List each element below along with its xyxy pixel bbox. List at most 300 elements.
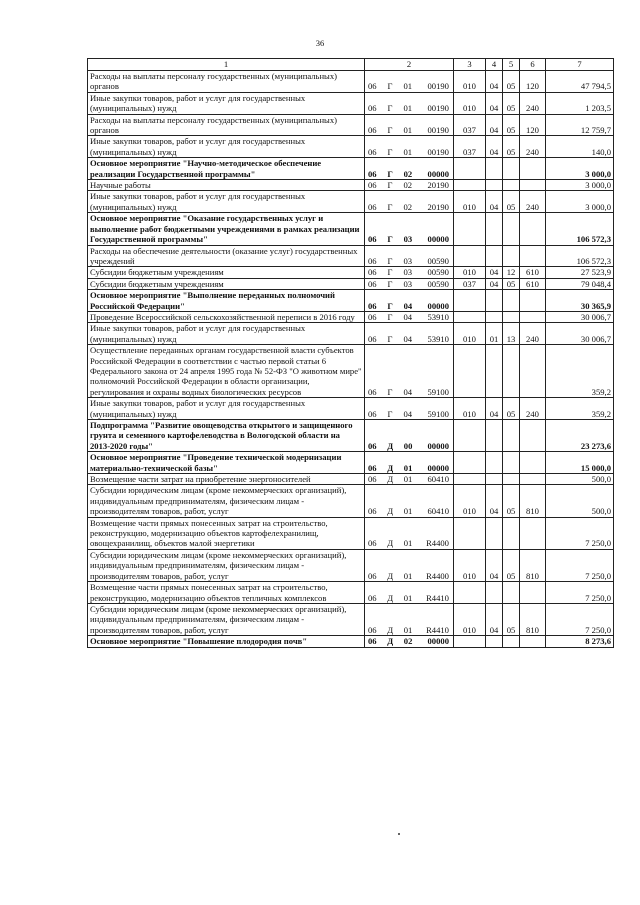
row-ministry-code (454, 582, 486, 604)
row-program-code (365, 420, 454, 452)
row-ministry-code (454, 158, 486, 180)
column-header-row (88, 59, 614, 71)
row-name: Расходы на обеспечение деятельности (оказание услуг) государственных учреждений (88, 245, 365, 267)
row-name: Возмещение части затрат на приобретение энергоносителей (88, 474, 365, 485)
row-subsection-code: 05 (503, 549, 520, 581)
code-part: 06 (368, 311, 377, 322)
row-expense-type-code: 810 (520, 603, 546, 635)
table-row (88, 114, 614, 136)
code-part: 06 (368, 81, 377, 92)
row-amount: 500,0 (546, 474, 614, 485)
page-number: 36 (315, 38, 325, 48)
row-subsection-code: 05 (503, 136, 520, 158)
code-part: 06 (368, 103, 377, 114)
row-expense-type-code: 610 (520, 278, 546, 289)
row-program-code (365, 158, 454, 180)
row-program-code (365, 323, 454, 345)
row-ministry-code: 010 (454, 549, 486, 581)
row-section-code: 04 (486, 114, 503, 136)
code-part: Д (387, 636, 394, 647)
row-expense-type-code (520, 452, 546, 474)
row-program-code (365, 267, 454, 278)
code-part: 00 (403, 440, 413, 451)
row-amount: 12 759,7 (546, 114, 614, 136)
table-row (88, 267, 614, 278)
row-amount: 359,2 (546, 398, 614, 420)
code-part: 00590 (427, 267, 449, 278)
code-part: 04 (403, 333, 413, 344)
row-subsection-code: 05 (503, 398, 520, 420)
row-subsection-code (503, 158, 520, 180)
row-section-code: 04 (486, 549, 503, 581)
row-amount: 106 572,3 (546, 245, 614, 267)
code-part: Г (387, 201, 393, 212)
row-amount: 30 006,7 (546, 323, 614, 345)
column-header: 2 (365, 59, 454, 71)
code-part: 01 (403, 538, 413, 549)
row-name: Иные закупки товаров, работ и услуг для государственных (муниципальных) нужд (88, 323, 365, 345)
budget-table (87, 58, 614, 648)
row-amount: 140,0 (546, 136, 614, 158)
row-section-code (486, 345, 503, 398)
code-part: 01 (403, 570, 413, 581)
row-program-code (365, 345, 454, 398)
row-name: Субсидии бюджетным учреждениям (88, 267, 365, 278)
row-section-code (486, 420, 503, 452)
row-subsection-code: 05 (503, 92, 520, 114)
row-program-code (365, 549, 454, 581)
row-subsection-code: 05 (503, 603, 520, 635)
row-ministry-code: 037 (454, 114, 486, 136)
row-program-code (365, 92, 454, 114)
code-part: 00000 (427, 440, 449, 451)
column-header: 1 (88, 59, 365, 71)
row-section-code: 04 (486, 603, 503, 635)
code-part: 06 (368, 201, 377, 212)
row-amount: 7 250,0 (546, 549, 614, 581)
row-program-code (365, 136, 454, 158)
code-part: 02 (403, 201, 413, 212)
row-section-code (486, 158, 503, 180)
row-amount: 7 250,0 (546, 582, 614, 604)
code-part: 06 (368, 506, 377, 517)
code-part: 04 (403, 311, 413, 322)
table-row (88, 158, 614, 180)
row-expense-type-code (520, 245, 546, 267)
code-part: 59100 (427, 386, 449, 397)
table-row (88, 278, 614, 289)
code-part: 00190 (427, 81, 449, 92)
row-name: Проведение Всероссийской сельскохозяйственной переписи в 2016 году (88, 311, 365, 322)
row-expense-type-code: 120 (520, 71, 546, 93)
row-ministry-code (454, 474, 486, 485)
row-subsection-code: 05 (503, 114, 520, 136)
code-part: 06 (368, 146, 377, 157)
row-section-code: 04 (486, 136, 503, 158)
column-header: 5 (503, 59, 520, 71)
code-part: 06 (368, 462, 377, 473)
code-part: 06 (368, 474, 377, 485)
row-section-code: 04 (486, 267, 503, 278)
row-expense-type-code (520, 311, 546, 322)
column-header: 3 (454, 59, 486, 71)
table-row (88, 213, 614, 245)
row-ministry-code: 037 (454, 278, 486, 289)
code-part: Г (387, 180, 393, 191)
code-part: 01 (403, 462, 413, 473)
table-row (88, 71, 614, 93)
code-part: 00190 (427, 125, 449, 136)
row-section-code: 04 (486, 398, 503, 420)
row-ministry-code: 010 (454, 191, 486, 213)
row-program-code (365, 603, 454, 635)
row-expense-type-code (520, 213, 546, 245)
row-name: Научные работы (88, 180, 365, 191)
row-name: Субсидии юридическим лицам (кроме некоммерческих организаций), индивидуальным предпринимателям, физическим лицам - производителям товаров, работ, услуг (88, 603, 365, 635)
row-expense-type-code (520, 180, 546, 191)
row-section-code (486, 582, 503, 604)
row-expense-type-code: 240 (520, 323, 546, 345)
code-part: 06 (368, 168, 377, 179)
row-expense-type-code: 240 (520, 191, 546, 213)
table-row (88, 290, 614, 312)
row-section-code (486, 180, 503, 191)
table-row (88, 603, 614, 635)
row-amount: 27 523,9 (546, 267, 614, 278)
code-part: 02 (403, 636, 413, 647)
column-header: 6 (520, 59, 546, 71)
row-amount: 30 365,9 (546, 290, 614, 312)
row-subsection-code (503, 345, 520, 398)
row-ministry-code: 010 (454, 323, 486, 345)
row-expense-type-code: 240 (520, 398, 546, 420)
code-part: 53910 (427, 311, 449, 322)
code-part: 01 (403, 146, 413, 157)
table-row (88, 452, 614, 474)
row-expense-type-code (520, 636, 546, 647)
code-part: 02 (403, 180, 413, 191)
row-expense-type-code: 240 (520, 92, 546, 114)
row-program-code (365, 191, 454, 213)
row-name: Расходы на выплаты персоналу государственных (муниципальных) органов (88, 71, 365, 93)
row-amount: 15 000,0 (546, 452, 614, 474)
table-row (88, 345, 614, 398)
row-name: Субсидии юридическим лицам (кроме некоммерческих организаций), индивидуальным предпринимателям, физическим лицам - производителям товаров, работ, услуг (88, 485, 365, 517)
code-part: 00190 (427, 146, 449, 157)
table-row (88, 420, 614, 452)
table-row (88, 636, 614, 647)
row-ministry-code (454, 636, 486, 647)
row-expense-type-code (520, 474, 546, 485)
code-part: R4400 (426, 538, 449, 549)
row-section-code (486, 517, 503, 549)
row-name: Иные закупки товаров, работ и услуг для государственных (муниципальных) нужд (88, 191, 365, 213)
table-row (88, 549, 614, 581)
row-amount: 79 048,4 (546, 278, 614, 289)
row-section-code: 04 (486, 92, 503, 114)
code-part: 59100 (427, 408, 449, 419)
code-part: 01 (403, 103, 413, 114)
table-row (88, 180, 614, 191)
code-part: 00000 (427, 168, 449, 179)
column-header: 4 (486, 59, 503, 71)
code-part: Г (387, 267, 393, 278)
row-ministry-code: 010 (454, 398, 486, 420)
row-amount: 7 250,0 (546, 517, 614, 549)
row-ministry-code: 010 (454, 71, 486, 93)
code-part: 00000 (427, 636, 449, 647)
row-amount: 106 572,3 (546, 213, 614, 245)
row-subsection-code (503, 180, 520, 191)
code-part: 60410 (427, 506, 449, 517)
code-part: 01 (403, 624, 413, 635)
table-row (88, 245, 614, 267)
code-part: 20190 (427, 180, 449, 191)
code-part: 06 (368, 180, 377, 191)
code-part: Г (387, 386, 393, 397)
row-ministry-code (454, 213, 486, 245)
code-part: 06 (368, 538, 377, 549)
row-ministry-code: 010 (454, 267, 486, 278)
row-section-code (486, 311, 503, 322)
code-part: Г (387, 81, 393, 92)
code-part: Г (387, 300, 393, 311)
row-ministry-code (454, 517, 486, 549)
row-ministry-code: 037 (454, 136, 486, 158)
code-part: R4410 (426, 592, 449, 603)
code-part: Г (387, 125, 393, 136)
code-part: 01 (403, 506, 413, 517)
row-expense-type-code (520, 158, 546, 180)
code-part: 00590 (427, 255, 449, 266)
code-part: Д (387, 624, 394, 635)
code-part: 06 (368, 408, 377, 419)
row-subsection-code (503, 420, 520, 452)
code-part: 06 (368, 333, 377, 344)
code-part: Г (387, 278, 393, 289)
code-part: 01 (403, 474, 413, 485)
row-name: Расходы на выплаты персоналу государственных (муниципальных) органов (88, 114, 365, 136)
code-part: 06 (368, 440, 377, 451)
code-part: 60410 (427, 474, 449, 485)
row-subsection-code (503, 290, 520, 312)
code-part: Д (387, 474, 394, 485)
table-row (88, 485, 614, 517)
row-name: Иные закупки товаров, работ и услуг для государственных (муниципальных) нужд (88, 398, 365, 420)
row-expense-type-code: 240 (520, 136, 546, 158)
row-amount: 1 203,5 (546, 92, 614, 114)
row-subsection-code (503, 517, 520, 549)
row-amount: 3 000,0 (546, 158, 614, 180)
code-part: Г (387, 311, 393, 322)
row-subsection-code (503, 452, 520, 474)
code-part: Д (387, 570, 394, 581)
code-part: 06 (368, 125, 377, 136)
code-part: 01 (403, 81, 413, 92)
row-expense-type-code: 810 (520, 485, 546, 517)
row-program-code (365, 452, 454, 474)
code-part: 00000 (427, 300, 449, 311)
row-section-code (486, 636, 503, 647)
row-subsection-code: 13 (503, 323, 520, 345)
row-ministry-code (454, 345, 486, 398)
table-row (88, 582, 614, 604)
row-name: Подпрограмма "Развитие овощеводства открытого и защищенного грунта и семенного картофелеводства в Вологодской области на 2013-2020 годы" (88, 420, 365, 452)
row-name: Субсидии юридическим лицам (кроме некоммерческих организаций), индивидуальным предпринимателям, физическим лицам - производителям товаров, работ, услуг (88, 549, 365, 581)
row-ministry-code (454, 420, 486, 452)
code-part: 00190 (427, 103, 449, 114)
column-header: 7 (546, 59, 614, 71)
row-amount: 23 273,6 (546, 420, 614, 452)
code-part: Г (387, 408, 393, 419)
code-part: Г (387, 234, 393, 245)
code-part: Д (387, 462, 394, 473)
row-expense-type-code (520, 420, 546, 452)
row-ministry-code (454, 180, 486, 191)
code-part: 06 (368, 636, 377, 647)
row-program-code (365, 278, 454, 289)
code-part: 06 (368, 278, 377, 289)
row-expense-type-code (520, 517, 546, 549)
row-section-code: 04 (486, 485, 503, 517)
row-program-code (365, 485, 454, 517)
code-part: 00590 (427, 278, 449, 289)
table-row (88, 517, 614, 549)
row-ministry-code (454, 452, 486, 474)
code-part: 01 (403, 592, 413, 603)
row-amount: 3 000,0 (546, 191, 614, 213)
table-row (88, 323, 614, 345)
row-program-code (365, 636, 454, 647)
row-subsection-code (503, 213, 520, 245)
row-subsection-code (503, 474, 520, 485)
row-section-code (486, 245, 503, 267)
table-row (88, 398, 614, 420)
row-section-code: 01 (486, 323, 503, 345)
code-part: 06 (368, 267, 377, 278)
row-program-code (365, 213, 454, 245)
row-name: Иные закупки товаров, работ и услуг для государственных (муниципальных) нужд (88, 92, 365, 114)
code-part: 06 (368, 300, 377, 311)
row-ministry-code: 010 (454, 603, 486, 635)
code-part: 53910 (427, 333, 449, 344)
row-amount: 7 250,0 (546, 603, 614, 635)
row-program-code (365, 245, 454, 267)
code-part: 06 (368, 624, 377, 635)
row-ministry-code (454, 311, 486, 322)
code-part: Д (387, 506, 394, 517)
code-part: 03 (403, 234, 413, 245)
code-part: 03 (403, 267, 413, 278)
row-ministry-code: 010 (454, 92, 486, 114)
row-section-code (486, 474, 503, 485)
code-part: Д (387, 538, 394, 549)
table-row (88, 136, 614, 158)
row-name: Основное мероприятие "Выполнение переданных полномочий Российской Федерации" (88, 290, 365, 312)
row-section-code: 04 (486, 71, 503, 93)
row-ministry-code (454, 245, 486, 267)
code-part: 03 (403, 255, 413, 266)
row-section-code (486, 213, 503, 245)
row-subsection-code (503, 582, 520, 604)
code-part: 00000 (427, 462, 449, 473)
code-part: 06 (368, 255, 377, 266)
row-program-code (365, 114, 454, 136)
row-name: Возмещение части прямых понесенных затрат на строительство, реконструкцию, модернизацию объектов картофелехранилищ, овощехранилищ, объектов малой энергетики (88, 517, 365, 549)
table-row (88, 191, 614, 213)
row-expense-type-code: 810 (520, 549, 546, 581)
row-program-code (365, 474, 454, 485)
row-amount: 8 273,6 (546, 636, 614, 647)
row-program-code (365, 582, 454, 604)
row-name: Осуществление переданных органам государственной власти субъектов Российской Федерации в соответствии с частью первой статьи 6 Федерального закона от 24 апреля 1995 года № 52-ФЗ "О животном мире" полномочий Российской Федерации в области организации, регулирования и охраны водных биологических ресурсов (88, 345, 365, 398)
row-program-code (365, 398, 454, 420)
code-part: 04 (403, 408, 413, 419)
code-part: 04 (403, 386, 413, 397)
row-program-code (365, 311, 454, 322)
code-part: Г (387, 146, 393, 157)
code-part: 04 (403, 300, 413, 311)
code-part: 06 (368, 592, 377, 603)
row-subsection-code (503, 311, 520, 322)
code-part: R4410 (426, 624, 449, 635)
code-part: Г (387, 103, 393, 114)
row-expense-type-code (520, 290, 546, 312)
code-part: 06 (368, 234, 377, 245)
code-part: Д (387, 440, 394, 451)
code-part: Г (387, 168, 393, 179)
row-expense-type-code: 120 (520, 114, 546, 136)
code-part: 00000 (427, 234, 449, 245)
code-part: 03 (403, 278, 413, 289)
row-section-code (486, 290, 503, 312)
row-ministry-code: 010 (454, 485, 486, 517)
row-program-code (365, 290, 454, 312)
code-part: Г (387, 255, 393, 266)
row-amount: 30 006,7 (546, 311, 614, 322)
code-part: Д (387, 592, 394, 603)
row-amount: 47 794,5 (546, 71, 614, 93)
code-part: 06 (368, 386, 377, 397)
row-section-code: 04 (486, 278, 503, 289)
row-expense-type-code (520, 345, 546, 398)
row-section-code (486, 452, 503, 474)
row-amount: 3 000,0 (546, 180, 614, 191)
row-name: Субсидии бюджетным учреждениям (88, 278, 365, 289)
row-section-code: 04 (486, 191, 503, 213)
row-name: Основное мероприятие "Оказание государственных услуг и выполнение работ бюджетными учреждениями в рамках реализации Государственной программы" (88, 213, 365, 245)
code-part: R4400 (426, 570, 449, 581)
stray-dot (398, 833, 400, 835)
code-part: 06 (368, 570, 377, 581)
row-amount: 500,0 (546, 485, 614, 517)
row-name: Основное мероприятие "Повышение плодородия почв" (88, 636, 365, 647)
row-name: Основное мероприятие "Научно-методическое обеспечение реализации Государственной программы" (88, 158, 365, 180)
row-subsection-code: 05 (503, 71, 520, 93)
row-name: Основное мероприятие "Проведение технической модернизации материально-технической базы" (88, 452, 365, 474)
code-part: 02 (403, 168, 413, 179)
code-part: 01 (403, 125, 413, 136)
table-row (88, 92, 614, 114)
table-row (88, 474, 614, 485)
table-row (88, 311, 614, 322)
row-subsection-code: 05 (503, 278, 520, 289)
row-amount: 359,2 (546, 345, 614, 398)
row-expense-type-code: 610 (520, 267, 546, 278)
row-name: Иные закупки товаров, работ и услуг для государственных (муниципальных) нужд (88, 136, 365, 158)
row-expense-type-code (520, 582, 546, 604)
row-ministry-code (454, 290, 486, 312)
